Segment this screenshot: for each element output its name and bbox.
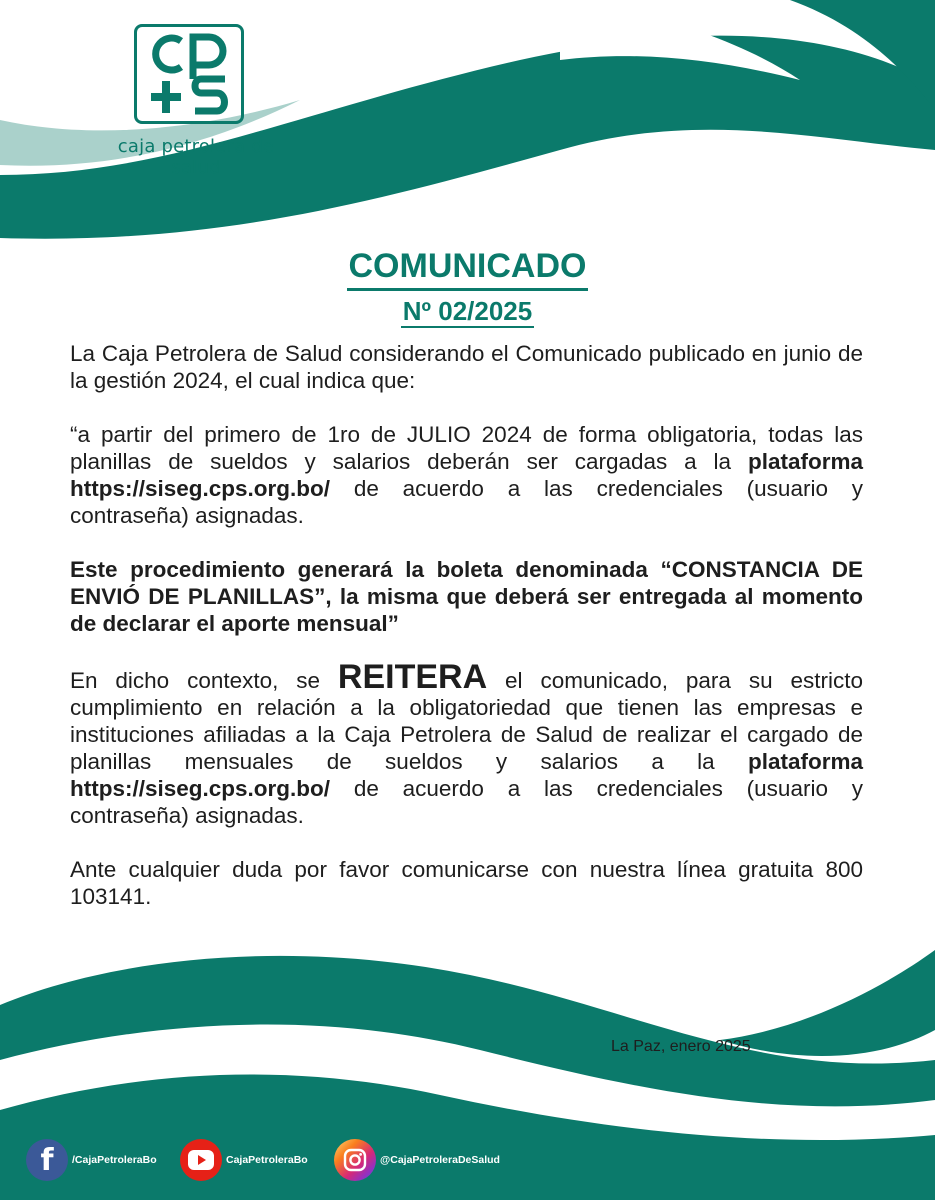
cps-logo-icon [134, 24, 244, 124]
page-title: COMUNICADO [347, 246, 589, 291]
paragraph-reitera [70, 658, 863, 829]
document-date: La Paz, enero 2025 [611, 1038, 751, 1055]
facebook-icon: f [26, 1139, 68, 1181]
youtube-icon [180, 1139, 222, 1181]
youtube-label: CajaPetroleraBo [226, 1154, 308, 1166]
paragraph-contact: Ante cualquier duda por favor comunicarse con nuestra línea gratuita 800 103141. [70, 857, 863, 909]
quote-text-end: de acuerdo a las credenciales (usuario y contraseña) asignadas. [70, 476, 863, 528]
reitera-text: En dicho contexto, se [70, 668, 338, 693]
social-youtube[interactable] [180, 1138, 308, 1182]
bottom-wave-right [720, 950, 935, 1056]
reitera-text-middle: el comunicado, para su estricto cumplimiento en relación a la obligatoriedad que tienen las empresas e instituciones afiliadas a la Caja Petrolera de Salud de realizar el cargado de planillas mensuales de sueldos y salarios a la [70, 668, 863, 774]
reitera-text-end: de acuerdo a las credenciales (usuario y contraseña) asignadas. [70, 776, 863, 828]
instagram-label: @CajaPetroleraDeSalud [380, 1154, 500, 1166]
paragraph-intro: La Caja Petrolera de Salud considerando el Comunicado publicado en junio de la gestión 2024, el cual indica que: [70, 341, 863, 393]
document-body [70, 340, 863, 910]
social-facebook[interactable] [26, 1138, 157, 1182]
platform-link: plataforma https://siseg.cps.org.bo/ [70, 449, 863, 501]
logo-caption: caja petrolera de salud [117, 136, 275, 178]
facebook-label: /CajaPetroleraBo [72, 1154, 157, 1166]
title-wrap [0, 246, 935, 291]
platform-link-2: plataforma https://siseg.cps.org.bo/ [70, 749, 863, 801]
quote-text: “a partir del primero de 1ro de JULIO 2024 de forma obligatoria, todas las planillas de sueldos y salarios deberán ser cargadas a la [70, 422, 863, 474]
social-instagram[interactable] [334, 1138, 500, 1182]
paragraph-quote [70, 421, 863, 529]
instagram-icon [334, 1139, 376, 1181]
communique-number: Nº 02/2025 [402, 296, 533, 326]
reitera-word: REITERA [337, 658, 488, 696]
number-wrap [0, 296, 935, 328]
cps-logo [96, 24, 296, 178]
paragraph-procedure: Este procedimiento generará la boleta denominada “CONSTANCIA DE ENVIÓ DE PLANILLAS”, la misma que deberá ser entregada al momento de declarar el aporte mensual” [70, 557, 863, 636]
